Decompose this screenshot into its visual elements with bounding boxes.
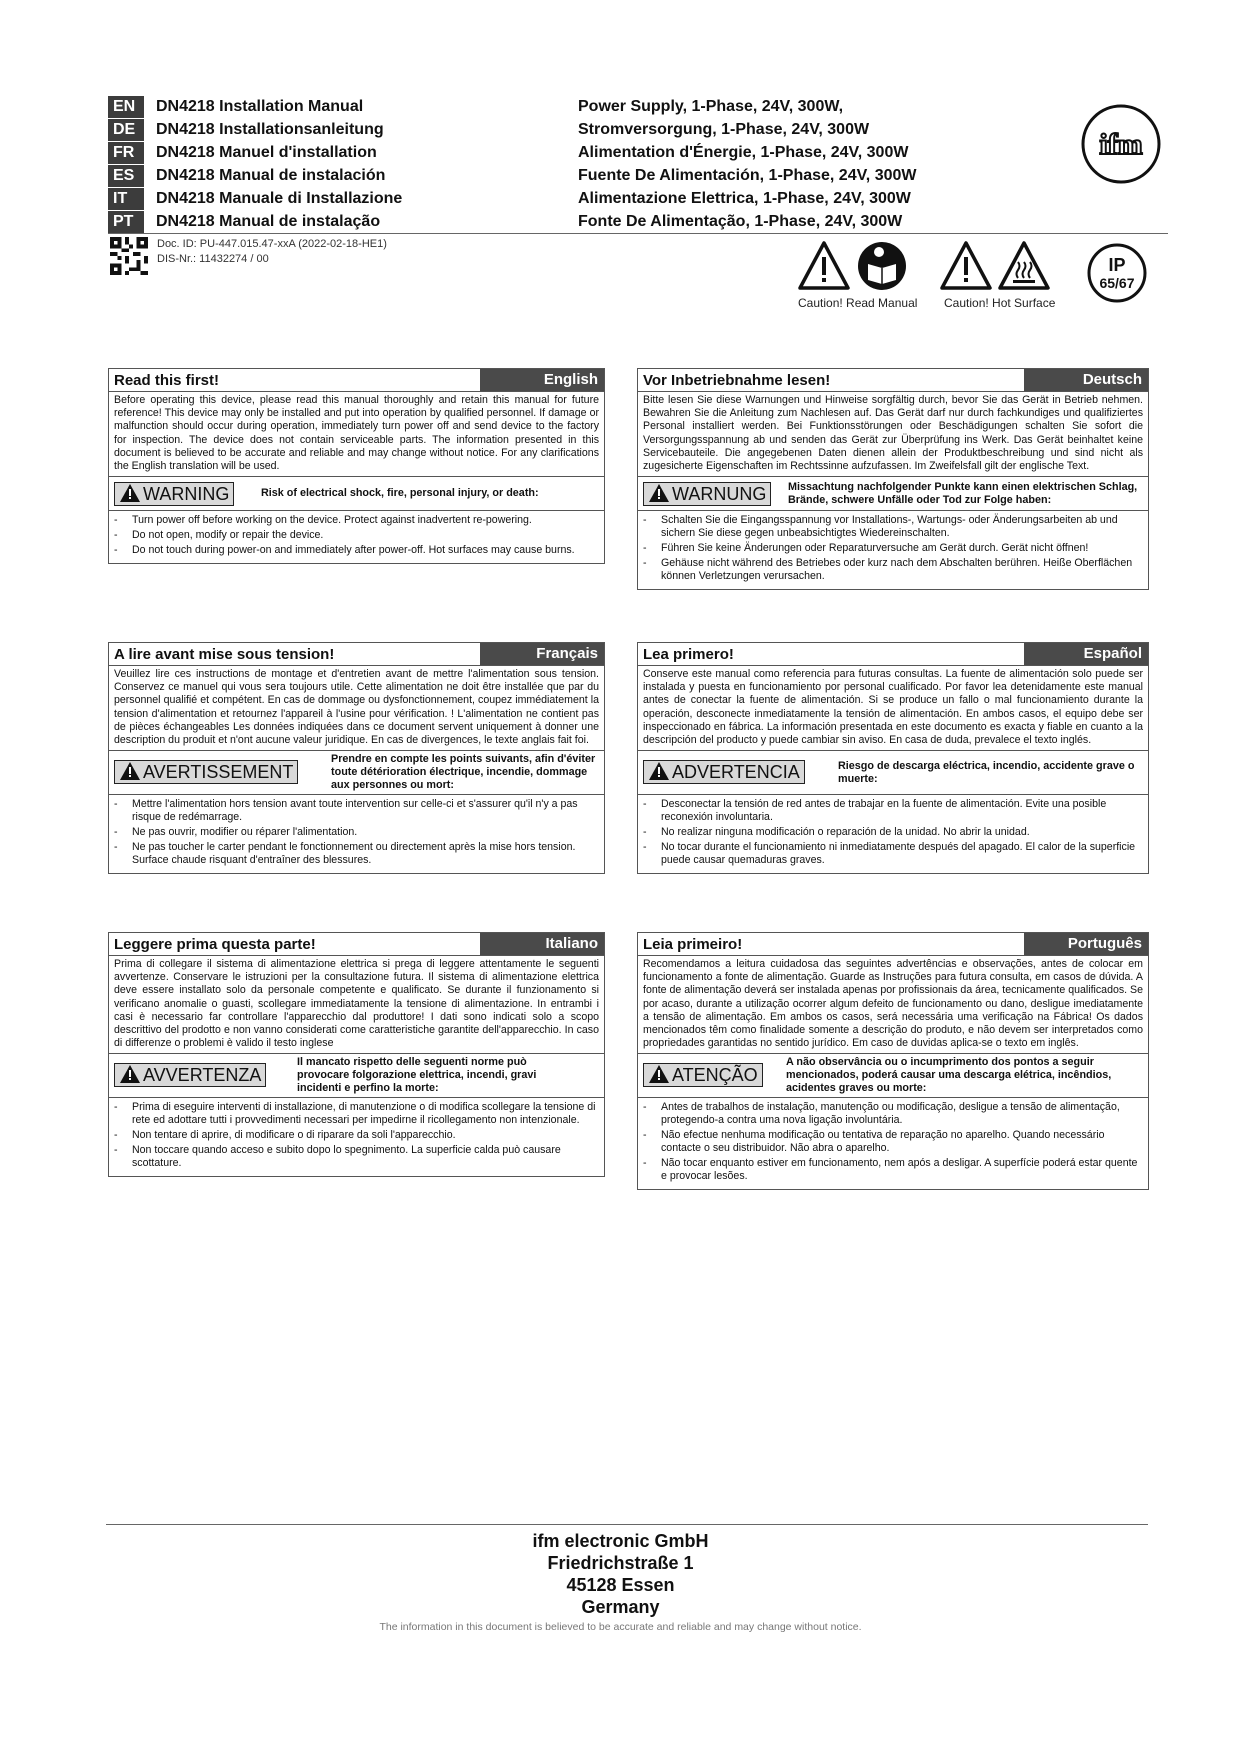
section-intro: Conserve este manual como referencia para futuras consultas. La fuente de alimentación solo puede ser instalada y puesta en funcionamiento por personal cualificado. Por favor lea detenidamente este manual antes de conectar la fuente de alimentación. Si se produce un fallo o mal funcionamiento durante la operación, desconecte inmediatamente la tensión de alimentación. En ambos casos, el equipo debe ser inspeccionado en fábrica. La información presentada en este documento es exacta y fiable en cuanto a la descripción del producto y puede cambiar sin aviso. En casa de duda, prevalece el texto inglés. [638, 665, 1148, 750]
section-language-tag: Español [1024, 643, 1148, 665]
section-language-tag: English [480, 369, 604, 391]
doc-id-line: Doc. ID: PU-447.015.47-xxA (2022-02-18-HE1) [157, 238, 387, 250]
lang-code: EN [108, 96, 144, 118]
section-intro: Before operating this device, please read this manual thoroughly and retain this manual for future reference! This device may only be installed and put into operation by qualified personnel. If damage or malfunction should occur during operation, immediately turn power off and send device to the factory for inspection. The device does not contain serviceable parts. The information presented in this document is believed to be accurate and reliable and may change without notice. For any clarifications the English translation will be used. [109, 391, 604, 476]
section-espanol [637, 642, 1149, 874]
header-divider [108, 233, 1168, 234]
warning-badge [114, 482, 234, 506]
product-title: Stromversorgung, 1-Phase, 24V, 300W [578, 121, 870, 138]
safety-icons [798, 240, 1158, 312]
list-item: - Führen Sie keine Änderungen oder Reparaturversuche am Gerät durch. Gerät nicht öffnen! [643, 542, 1089, 555]
section-language-tag: Italiano [480, 933, 604, 955]
section-francais [108, 642, 605, 874]
warning-triangle-icon [648, 1064, 670, 1084]
list-item: - No tocar durante el funcionamiento ni inmediatamente después del apagado. El calor de la superficie puede causar quemaduras graves. [643, 841, 1136, 867]
section-intro: Veuillez lire ces instructions de montage et d'entretien avant de mettre l'alimentation sous tension. Conservez ce manuel qui vous sera toujours utile. Cette alimentation ne doit être installée que par du personnel qualifié et compétent. En cas de dommage ou dysfonctionnement, coupez immédiatement la tension d'alimentation et retournez l'appareil à l'usine pour vérification. ! L'alimentation ne contient pas de pièces échangeables Les données indiquées dans ce document servent uniquement à donner une description du produit et n'ont aucune valeur juridique. En cas de divergences, le texte anglais fait foi. [109, 665, 604, 750]
list-item: - Turn power off before working on the device. Protect against inadvertent re-powering. [114, 514, 532, 527]
warning-row [638, 476, 1148, 510]
warning-text: Prendre en compte les points suivants, afin d'éviter toute détérioration électrique, incendie, dommage aux personnes ou mort: [331, 753, 596, 792]
warning-list [109, 1097, 604, 1176]
qr-code-icon [110, 237, 148, 275]
header-row-it [108, 188, 1168, 211]
header-row-de [108, 119, 1168, 142]
warning-text: Riesgo de descarga eléctrica, incendio, accidente grave o muerte: [838, 760, 1135, 786]
manual-title: DN4218 Manual de instalação [156, 213, 381, 230]
ip-rating-icon [1086, 242, 1148, 304]
hot-surface-icon [998, 240, 1050, 292]
warning-row [109, 1053, 604, 1097]
section-italiano [108, 932, 605, 1177]
warning-triangle-icon [648, 761, 670, 781]
list-item: - Gehäuse nicht während des Betriebes oder kurz nach dem Abschalten berühren. Heiße Oberflächen können Verletzungen verursachen. [643, 557, 1133, 583]
section-intro: Prima di collegare il sistema di alimentazione elettrica si prega di leggere attentamente le seguenti avvertenze. Conservare le istruzioni per la consultazione futura. Il sistema di alimentazione elettrica deve essere installato solo da personale competente e qualificato. Se durante il funzionamento si verificano anomalie o guasti, scollegare immediatamente la tensione di alimentazione. In entrambi i casi è necessario far controllare l'apparecchio dal produttore! I dati sono indicati solo a scopo descrittivo del prodotto e non vanno considerati come caratteristiche garantite dell'apparecchio. In caso di differenze o problemi è valido il testo inglese [109, 955, 604, 1053]
dis-nr-line: DIS-Nr.: 11432274 / 00 [157, 253, 269, 265]
product-title: Power Supply, 1-Phase, 24V, 300W, [578, 98, 844, 115]
ip-rating-top: IP [1108, 255, 1126, 275]
list-item: - Prima di eseguire interventi di installazione, di manutenzione o di modifica scollegare la tensione di rete ed adottare tutti i provvedimenti necessari per impedirne il ricollegamento non intenzionale. [114, 1101, 596, 1127]
warning-row [109, 476, 604, 510]
ifm-logo [1080, 103, 1162, 185]
logo-text: ifm [1099, 128, 1143, 161]
warning-label: WARNING [143, 484, 230, 505]
footer-divider [106, 1524, 1148, 1525]
warning-label: WARNUNG [672, 484, 767, 505]
warning-row [109, 750, 604, 794]
header-language-table [108, 96, 1168, 234]
section-intro: Recomendamos a leitura cuidadosa das seguintes advertências e observações, antes de colocar em funcionamento a fonte de alimentação. Guarde as Instruções para futura consulta, em casos de dúvida. A fonte de alimentação deverá ser instalada apenas por profissionais da área, tecnicamente qualificados. Se por acaso, durante a utilização ocorrer algum defeito de funcionamento ou dano, desligue imediatamente a tensão de alimentação. Em ambos os casos, será necessária uma verificação na Fábrica! Os dados mencionados têm como finalidade somente a descrição do produto, e não devem ser interpretados como propriedades garantidas no sentido jurídico. Em caso de duvidas aplica-se o texto em inglês. [638, 955, 1148, 1053]
lang-code: DE [108, 119, 144, 141]
list-item: - Schalten Sie die Eingangsspannung vor Installations-, Wartungs- oder Änderungsarbeiten ab und sichern Sie diese gegen unbeabsichtigtes Wiedereinschalten. [643, 514, 1118, 540]
warning-label: ATENÇÃO [672, 1065, 758, 1086]
company-name: ifm electronic GmbH [532, 1531, 709, 1551]
company-country: Germany [581, 1597, 660, 1617]
section-title: Read this first! [114, 372, 220, 389]
list-item: - No realizar ninguna modificación o reparación de la unidad. No abrir la unidad. [643, 826, 1030, 839]
list-item: - Non toccare quando acceso e subito dopo lo spegnimento. La superficie calda può causare scottature. [114, 1144, 561, 1170]
section-portugues [637, 932, 1149, 1190]
company-city: 45128 Essen [566, 1575, 675, 1595]
warning-badge [643, 1063, 763, 1087]
warning-text: Risk of electrical shock, fire, personal injury, or death: [261, 487, 539, 500]
section-header [109, 933, 604, 955]
list-item: - Ne pas ouvrir, modifier ou réparer l'alimentation. [114, 826, 358, 839]
warning-badge [114, 1063, 266, 1087]
section-title: Leia primeiro! [643, 936, 743, 953]
warning-text: A não observância ou o incumprimento dos pontos a seguir mencionados, poderá causar uma descarga elétrica, incêndios, acidentes graves ou morte: [786, 1056, 1112, 1095]
manual-title: DN4218 Manuale di Installazione [156, 190, 403, 207]
warning-badge [643, 760, 805, 784]
warning-text: Il mancato rispetto delle seguenti norme può provocare folgorazione elettrica, incendi, gravi incidenti e perfino la morte: [297, 1056, 537, 1095]
ip-rating-bottom: 65/67 [1099, 275, 1135, 291]
section-header [638, 643, 1148, 665]
list-item: - Não tocar enquanto estiver em funcionamento, nem após a desligar. A superfície poderá estar quente e provocar lesões. [643, 1157, 1138, 1183]
section-deutsch [637, 368, 1149, 590]
section-header [109, 643, 604, 665]
section-english [108, 368, 605, 564]
caption-caution-hot-surface: Caution! Hot Surface [944, 296, 1056, 310]
list-item: - Mettre l'alimentation hors tension avant toute intervention sur celle-ci et s'assurer qu'il n'y a pas risque de redémarrage. [114, 798, 578, 824]
section-title: A lire avant mise sous tension! [114, 646, 335, 663]
section-header [638, 369, 1148, 391]
lang-code: PT [108, 211, 144, 233]
read-manual-icon [856, 240, 908, 292]
manual-title: DN4218 Manuel d'installation [156, 144, 377, 161]
list-item: - Antes de trabalhos de instalação, manutenção ou modificação, desligue a tensão de alimentação, protegendo-a contra uma nova ligação involuntária. [643, 1101, 1120, 1127]
section-language-tag: Deutsch [1024, 369, 1148, 391]
lang-code: FR [108, 142, 144, 164]
lang-code: ES [108, 165, 144, 187]
list-item: - Desconectar la tensión de red antes de trabajar en la fuente de alimentación. Evite una posible reconexión involuntaria. [643, 798, 1107, 824]
caption-caution-read-manual: Caution! Read Manual [798, 296, 918, 310]
section-header [109, 369, 604, 391]
header-row-fr [108, 142, 1168, 165]
warning-list [638, 794, 1148, 873]
manual-title: DN4218 Installation Manual [156, 98, 364, 115]
list-item: - Ne pas toucher le carter pendant le fonctionnement ou directement après la mise hors tension. Surface chaude risquant d'entraîner des blessures. [114, 841, 576, 867]
warning-triangle-icon [119, 483, 141, 503]
section-language-tag: Français [480, 643, 604, 665]
warning-triangle-icon [648, 483, 670, 503]
section-title: Vor Inbetriebnahme lesen! [643, 372, 831, 389]
warning-list [109, 510, 604, 563]
warning-row [638, 750, 1148, 794]
section-header [638, 933, 1148, 955]
manual-title: DN4218 Manual de instalación [156, 167, 386, 184]
warning-list [109, 794, 604, 873]
section-title: Leggere prima questa parte! [114, 936, 316, 953]
company-street: Friedrichstraße 1 [547, 1553, 694, 1573]
product-title: Fuente De Alimentación, 1-Phase, 24V, 300W [578, 167, 917, 184]
warning-label: AVERTISSEMENT [143, 762, 294, 783]
list-item: - Non tentare di aprire, di modificare o di riparare da soli l'apparecchio. [114, 1129, 456, 1142]
document-id [157, 237, 387, 267]
product-title: Alimentazione Elettrica, 1-Phase, 24V, 300W [578, 190, 911, 207]
footer-disclaimer: The information in this document is believed to be accurate and reliable and may change without notice. [379, 1621, 862, 1633]
warning-triangle-icon [119, 1064, 141, 1084]
warning-badge [114, 760, 298, 784]
warning-triangle-icon [119, 761, 141, 781]
caution-triangle-icon [940, 240, 992, 292]
warning-badge [643, 482, 771, 506]
section-title: Lea primero! [643, 646, 734, 663]
lang-code: IT [108, 188, 144, 210]
warning-text: Missachtung nachfolgender Punkte kann einen elektrischen Schlag, Brände, schwere Unfälle oder Tod zur Folge haben: [788, 481, 1138, 507]
warning-label: ADVERTENCIA [672, 762, 800, 783]
warning-list [638, 510, 1148, 589]
warning-row [638, 1053, 1148, 1097]
product-title: Alimentation d'Énergie, 1-Phase, 24V, 300W [578, 144, 909, 161]
section-intro: Bitte lesen Sie diese Warnungen und Hinweise sorgfältig durch, bevor Sie das Gerät in Betrieb nehmen. Bewahren Sie die Anleitung zum Nachlesen auf. Das Gerät darf nur durch fachkundiges und qualifiziertes Personal installiert werden. Bei Funktionsstörungen oder Beschädigungen schalten Sie sofort die Versorgungsspannung ab und senden das Gerät zur Überprüfung ins Werk. Das Gerät beinhaltet keine Servicebauteile. Die angegebenen Daten dienen allein der Produktbeschreibung und sind nicht als zugesicherte Eigenschaften im Rechtssinne aufzufassen. Im Zweifelsfall gilt der englische Text. [638, 391, 1148, 476]
section-language-tag: Português [1024, 933, 1148, 955]
manual-title: DN4218 Installationsanleitung [156, 121, 384, 138]
product-title: Fonte De Alimentação, 1-Phase, 24V, 300W [578, 213, 903, 230]
header-row-pt [108, 211, 1168, 234]
caution-triangle-icon [798, 240, 850, 292]
company-address [0, 1530, 1241, 1618]
list-item: - Do not open, modify or repair the device. [114, 529, 324, 542]
warning-list [638, 1097, 1148, 1189]
header-row-es [108, 165, 1168, 188]
header-row-en [108, 96, 1168, 119]
warning-label: AVVERTENZA [143, 1065, 262, 1086]
list-item: - Do not touch during power-on and immediately after power-off. Hot surfaces may cause burns. [114, 544, 575, 557]
list-item: - Não efectue nenhuma modificação ou tentativa de reparação no aparelho. Quando necessário contacte o seu distribuidor. Não abra o aparelho. [643, 1129, 1105, 1155]
